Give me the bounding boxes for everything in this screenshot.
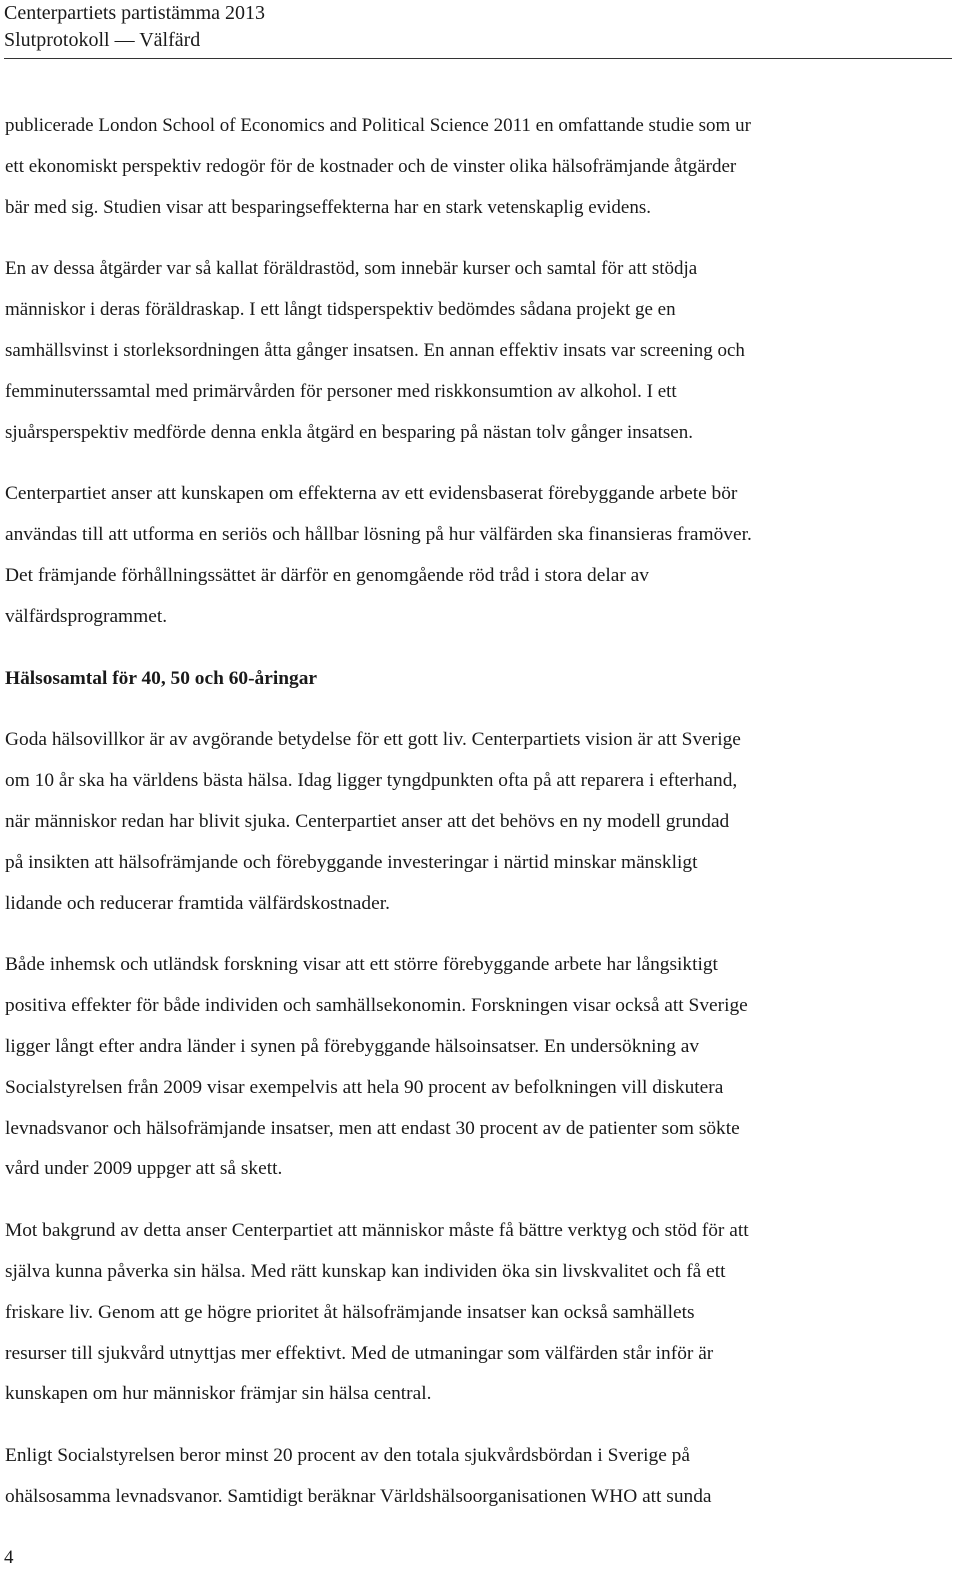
text-line: kunskapen om hur människor främjar sin hälsa central. — [5, 1383, 432, 1405]
text-line: samhällsvinst i storleksordningen åtta gånger insatsen. En annan effektiv insats var screening och — [5, 339, 745, 361]
text-line: människor i deras föräldraskap. I ett långt tidsperspektiv bedömdes sådana projekt ge en — [5, 299, 676, 321]
text-line: själva kunna påverka sin hälsa. Med rätt kunskap kan individen öka sin livskvalitet och få ett — [5, 1260, 726, 1282]
paragraph — [5, 1211, 950, 1415]
text-line: ett ekonomiskt perspektiv redogör för de kostnader och de vinster olika hälsofrämjande åtgärder — [5, 155, 737, 177]
paragraph — [5, 106, 950, 228]
text-line: om 10 år ska ha världens bästa hälsa. Idag ligger tyngdpunkten ofta på att reparera i efterhand, — [5, 770, 738, 792]
text-line: levnadsvanor och hälsofrämjande insatser, men att endast 30 procent av de patienter som sökte — [5, 1117, 740, 1139]
text-line: femminuterssamtal med primärvården för personer med riskkonsumtion av alkohol. I ett — [5, 380, 677, 402]
text-line: sjuårsperspektiv medförde denna enkla åtgärd en besparing på nästan tolv gånger insatsen. — [5, 421, 693, 443]
section-heading: Hälsosamtal för 40, 50 och 60-åringar — [5, 667, 318, 689]
text-line: vård under 2009 uppger att så skett. — [5, 1158, 283, 1180]
text-line: publicerade London School of Economics and Political Science 2011 en omfattande studie som ur — [5, 115, 751, 136]
text-line: Centerpartiet anser att kunskapen om effekterna av ett evidensbaserat förebyggande arbete bör — [5, 483, 738, 505]
text-line: Socialstyrelsen från 2009 visar exempelvis att hela 90 procent av befolkningen vill diskutera — [5, 1076, 724, 1098]
text-line: En av dessa åtgärder var så kallat föräldrastöd, som innebär kurser och samtal för att stödja — [5, 258, 698, 280]
text-line: positiva effekter för både individen och samhällsekonomin. Forskningen visar också att Sverige — [5, 995, 748, 1017]
text-line: bär med sig. Studien visar att besparingseffekterna har en stark vetenskaplig evidens. — [5, 196, 651, 218]
paragraph — [5, 720, 950, 924]
text-line: användas till att utforma en seriös och hållbar lösning på hur välfärden ska finansieras framöver. — [5, 524, 752, 546]
text-line: Det främjande förhållningssättet är därför en genomgående röd tråd i stora delar av — [5, 564, 649, 586]
document-title: Centerpartiets partistämma 2013 — [4, 2, 266, 24]
text-line: friskare liv. Genom att ge högre prioritet åt hälsofrämjande insatser kan också samhällets — [5, 1301, 695, 1323]
document-body — [5, 106, 950, 1518]
paragraph — [5, 1436, 950, 1518]
text-line: välfärdsprogrammet. — [5, 605, 168, 627]
text-line: när människor redan har blivit sjuka. Centerpartiet anser att det behövs en ny modell grundad — [5, 810, 730, 832]
text-line: Goda hälsovillkor är av avgörande betydelse för ett gott liv. Centerpartiets vision är att Sverige — [5, 729, 741, 751]
paragraph — [5, 249, 950, 453]
text-line: lidande och reducerar framtida välfärdskostnader. — [5, 892, 390, 914]
paragraph — [5, 945, 950, 1190]
document-subtitle: Slutprotokoll — Välfärd — [4, 29, 201, 51]
text-line: resurser till sjukvård utnyttjas mer effektivt. Med de utmaningar som välfärden står inför är — [5, 1342, 714, 1364]
text-line: Enligt Socialstyrelsen beror minst 20 procent av den totala sjukvårdsbördan i Sverige på — [5, 1445, 690, 1467]
page-header — [4, 0, 265, 54]
text-line: Mot bakgrund av detta anser Centerpartiet att människor måste få bättre verktyg och stöd för att — [5, 1220, 749, 1242]
header-divider — [4, 58, 952, 59]
text-line: Både inhemsk och utländsk forskning visar att ett större förebyggande arbete har långsiktigt — [5, 954, 718, 976]
paragraph — [5, 474, 950, 637]
page-number: 4 — [4, 1547, 14, 1568]
text-line: ligger långt efter andra länder i synen på förebyggande hälsoinsatser. En undersökning av — [5, 1035, 700, 1057]
text-line: ohälsosamma levnadsvanor. Samtidigt beräknar Världshälsoorganisationen WHO att sunda — [5, 1485, 712, 1507]
text-line: på insikten att hälsofrämjande och förebyggande investeringar i närtid minskar mänskligt — [5, 851, 698, 873]
